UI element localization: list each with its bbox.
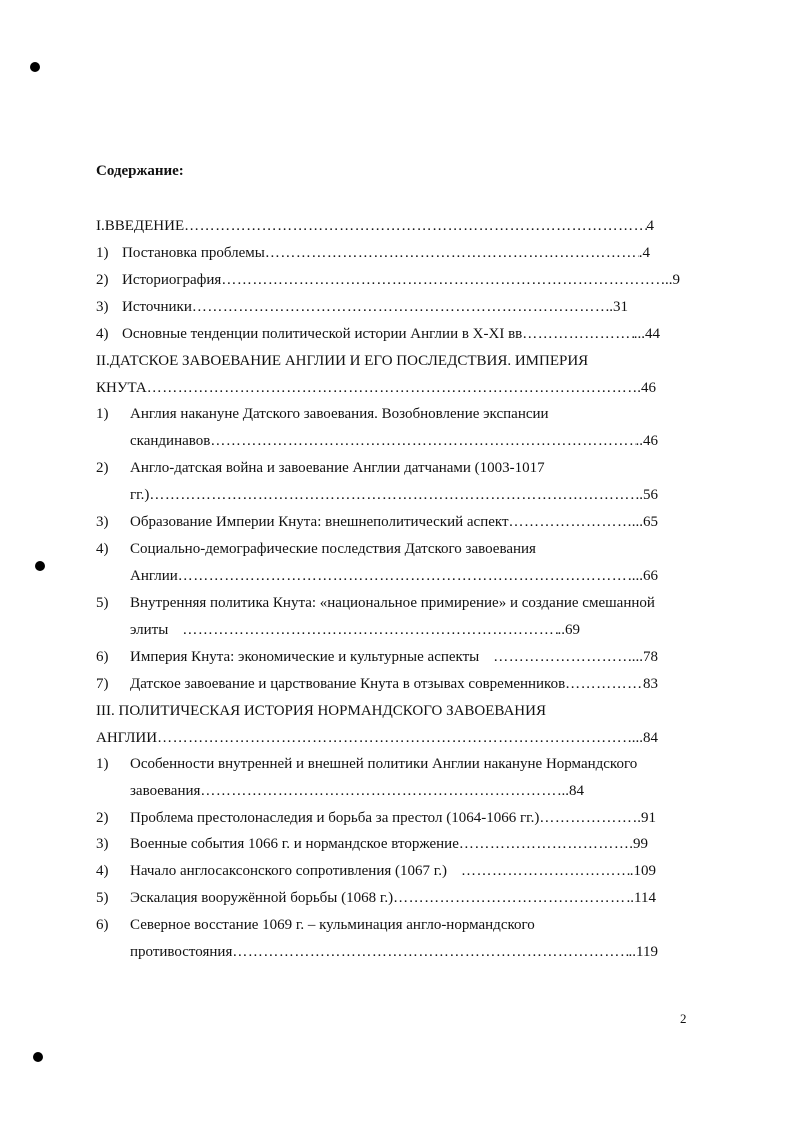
- toc-entry-section-3-line1[interactable]: III. ПОЛИТИЧЕСКАЯ ИСТОРИЯ НОРМАНДСКОГО ЗАВОЕВАНИЯ: [96, 703, 546, 719]
- toc-entry-text: Датское завоевание и царствование Кнута в отзывах современников: [130, 676, 566, 692]
- toc-page-number: .31: [609, 299, 628, 315]
- toc-entry-text: элиты: [130, 622, 169, 638]
- toc-entry-number: 1): [96, 406, 109, 422]
- toc-page-number: ..119: [628, 944, 658, 960]
- toc-entry-number: 4): [96, 863, 109, 879]
- dot-leader: [147, 378, 638, 398]
- toc-entry-section-1[interactable]: [96, 216, 654, 236]
- toc-entry-3-6[interactable]: [130, 942, 658, 962]
- toc-entry-text: Англия накануне Датского завоевания. Возобновление экспансии: [130, 406, 549, 422]
- toc-entry-text: Эскалация вооружённой борьбы (1068 г.): [130, 890, 394, 906]
- toc-page-number: ..69: [557, 622, 580, 638]
- toc-entry-number: 3): [96, 514, 109, 530]
- toc-entry-section-3[interactable]: [96, 728, 658, 748]
- toc-entry-number: 6): [96, 649, 109, 665]
- toc-entry-number: 6): [96, 917, 109, 933]
- toc-page-number: .91: [637, 810, 656, 826]
- toc-entry-text: гг.): [130, 487, 150, 503]
- toc-entry-2-2[interactable]: [130, 485, 658, 505]
- toc-entry-text: КНУТА: [96, 380, 147, 396]
- page-number: 2: [680, 1011, 687, 1026]
- toc-entry-text: Источники: [122, 299, 192, 315]
- toc-entry-text: Постановка проблемы: [122, 245, 265, 261]
- dot-leader: [178, 566, 632, 586]
- toc-entry-text: I.ВВЕДЕНИЕ: [96, 218, 185, 234]
- toc-entry-3-3[interactable]: [96, 834, 648, 854]
- dot-leader: [232, 942, 628, 962]
- toc-entry-3-1-line1[interactable]: [96, 754, 637, 774]
- toc-entry-1-1[interactable]: [96, 243, 650, 263]
- toc-entry-2-3[interactable]: [96, 512, 658, 532]
- toc-page-number: ..56: [635, 487, 658, 503]
- punch-hole-mark-bottom: [33, 1052, 43, 1062]
- dot-leader: [184, 216, 646, 236]
- toc-entry-number: 4): [96, 326, 109, 342]
- toc-entry-3-5[interactable]: [96, 888, 656, 908]
- dot-leader: [565, 674, 643, 694]
- toc-entry-3-2[interactable]: [96, 808, 656, 828]
- toc-entry-3-4[interactable]: [96, 861, 656, 881]
- toc-entry-number: 2): [96, 272, 109, 288]
- punch-hole-mark-top: [30, 62, 40, 72]
- toc-entry-text: АНГЛИИ: [96, 730, 158, 746]
- toc-entry-text: Англии: [130, 568, 178, 584]
- toc-page-number: ...84: [631, 730, 658, 746]
- toc-entry-2-1-line1[interactable]: [96, 404, 549, 424]
- toc-entry-number: 1): [96, 245, 109, 261]
- toc-page-number: ..114: [626, 890, 656, 906]
- toc-entry-text: противостояния: [130, 944, 233, 960]
- toc-page-number: ...65: [631, 514, 658, 530]
- toc-entry-number: 3): [96, 836, 109, 852]
- toc-page-number: ...44: [633, 326, 660, 342]
- toc-entry-text: Социально-демографические последствия Датского завоевания: [130, 541, 536, 557]
- toc-page-number: ...66: [631, 568, 658, 584]
- toc-page-number: .46: [637, 380, 656, 396]
- toc-page-number: 4: [646, 218, 654, 234]
- toc-page-number: ..9: [665, 272, 680, 288]
- dot-leader: [393, 888, 626, 908]
- dot-leader: [221, 270, 665, 290]
- toc-entry-text: завоевания: [130, 783, 201, 799]
- toc-entry-text: Проблема престолонаследия и борьба за престол (1064-1066 гг.): [130, 810, 540, 826]
- toc-entry-2-7[interactable]: [96, 674, 658, 694]
- dot-leader: [539, 808, 637, 828]
- dot-leader: [493, 647, 631, 667]
- dot-leader: [149, 485, 635, 505]
- toc-entry-2-5-line1[interactable]: [96, 593, 655, 613]
- toc-entry-2-4-line1[interactable]: [96, 539, 536, 559]
- toc-entry-number: 5): [96, 890, 109, 906]
- toc-entry-text: Военные события 1066 г. и нормандское вторжение: [130, 836, 459, 852]
- toc-entry-1-2[interactable]: [96, 270, 680, 290]
- dot-leader: [200, 781, 561, 801]
- dot-leader: [509, 512, 632, 532]
- toc-entry-text: Северное восстание 1069 г. – кульминация англо-нормандского: [130, 917, 535, 933]
- toc-entry-text: скандинавов: [130, 433, 211, 449]
- toc-title: Содержание:: [96, 163, 184, 179]
- toc-page-number: ..84: [561, 783, 584, 799]
- toc-entry-number: 4): [96, 541, 109, 557]
- toc-entry-2-6[interactable]: [96, 647, 658, 667]
- dot-leader: [182, 620, 557, 640]
- toc-entry-text: Историография: [122, 272, 222, 288]
- dot-leader: [522, 324, 633, 344]
- toc-entry-text: Начало англосаксонского сопротивления (1067 г.): [130, 863, 447, 879]
- toc-entry-2-1[interactable]: [130, 431, 658, 451]
- toc-entry-2-2-line1[interactable]: [96, 458, 545, 478]
- toc-entry-3-1[interactable]: [130, 781, 584, 801]
- toc-entry-text: Внутренняя политика Кнута: «национальное примирение» и создание смешанной: [130, 595, 655, 611]
- toc-page-number: 83: [643, 676, 658, 692]
- dot-leader: [210, 431, 635, 451]
- toc-entry-text: Основные тенденции политической истории Англии в X-XI вв: [122, 326, 523, 342]
- toc-page-number: .99: [629, 836, 648, 852]
- toc-entry-number: 1): [96, 756, 109, 772]
- toc-page-number: ...78: [631, 649, 658, 665]
- dot-leader: [265, 243, 639, 263]
- toc-entry-1-3[interactable]: [96, 297, 628, 317]
- toc-entry-number: 2): [96, 460, 109, 476]
- dot-leader: [192, 297, 609, 317]
- toc-page-number: ..46: [635, 433, 658, 449]
- toc-page-number: .4: [638, 245, 650, 261]
- toc-entry-text: Образование Империи Кнута: внешнеполитический аспект: [130, 514, 509, 530]
- toc-entry-text: Империя Кнута: экономические и культурные аспекты: [130, 649, 480, 665]
- toc-entry-section-2-line1[interactable]: II.ДАТСКОЕ ЗАВОЕВАНИЕ АНГЛИИ И ЕГО ПОСЛЕДСТВИЯ. ИМПЕРИЯ: [96, 353, 589, 369]
- toc-entry-section-2[interactable]: [96, 378, 656, 398]
- toc-entry-number: 5): [96, 595, 109, 611]
- dot-leader: [459, 834, 629, 854]
- punch-hole-mark-middle: [35, 561, 45, 571]
- toc-entry-number: 7): [96, 676, 109, 692]
- toc-entry-text: Особенности внутренней и внешней политики Англии накануне Нормандского: [130, 756, 638, 772]
- toc-entry-number: 3): [96, 299, 109, 315]
- toc-entry-number: 2): [96, 810, 109, 826]
- toc-entry-3-6-line1[interactable]: [96, 915, 535, 935]
- toc-entry-2-5[interactable]: [130, 620, 580, 640]
- toc-entry-1-4[interactable]: [96, 324, 660, 344]
- toc-page-number: .109: [629, 863, 656, 879]
- toc-entry-text: Англо-датская война и завоевание Англии датчанами (1003-1017: [130, 460, 545, 476]
- dot-leader: [157, 728, 632, 748]
- toc-entry-2-4[interactable]: [130, 566, 658, 586]
- dot-leader: [461, 861, 630, 881]
